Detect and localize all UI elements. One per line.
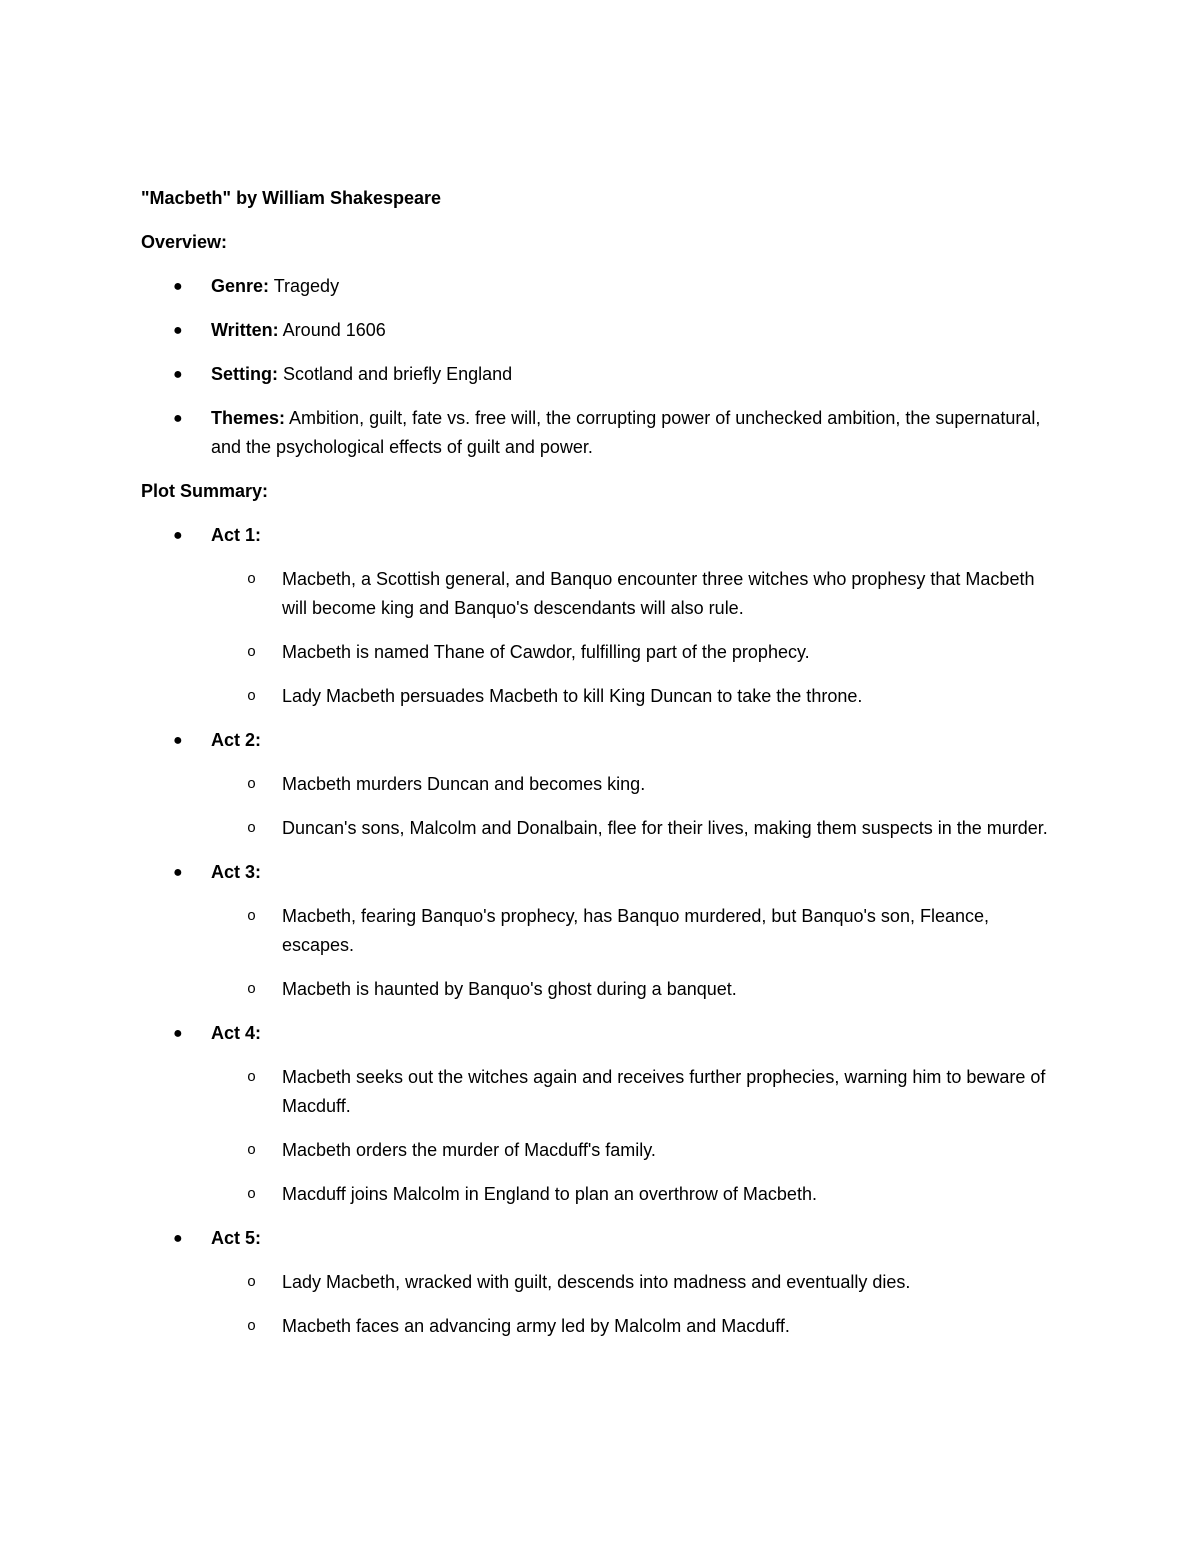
act-event bbox=[211, 1180, 1061, 1209]
document-body bbox=[141, 184, 1061, 1356]
overview-label: Themes: bbox=[211, 408, 286, 428]
circle-bullet-icon: o bbox=[247, 908, 257, 925]
circle-bullet-icon: o bbox=[247, 776, 257, 793]
overview-value: Scotland and briefly England bbox=[278, 364, 513, 384]
act-events-list bbox=[211, 770, 1061, 843]
act-event bbox=[211, 565, 1061, 623]
act-event-text: Macbeth murders Duncan and becomes king. bbox=[282, 774, 646, 794]
document-title: "Macbeth" by William Shakespeare bbox=[141, 188, 442, 208]
circle-bullet-icon: o bbox=[247, 571, 257, 588]
act-item-5 bbox=[141, 1224, 1061, 1341]
act-label: Act 1: bbox=[211, 525, 262, 545]
act-event-text: Macbeth faces an advancing army led by Malcolm and Macduff. bbox=[282, 1316, 790, 1336]
circle-bullet-icon: o bbox=[247, 1186, 257, 1203]
act-label: Act 5: bbox=[211, 1228, 262, 1248]
act-event bbox=[211, 902, 1061, 960]
bullet-icon: ● bbox=[173, 410, 183, 427]
bullet-icon: ● bbox=[173, 1230, 183, 1247]
act-label: Act 3: bbox=[211, 862, 262, 882]
overview-item-written bbox=[141, 316, 1061, 345]
circle-bullet-icon: o bbox=[247, 644, 257, 661]
overview-label: Setting: bbox=[211, 364, 278, 384]
act-item-2 bbox=[141, 726, 1061, 843]
act-event bbox=[211, 814, 1061, 843]
act-item-4 bbox=[141, 1019, 1061, 1209]
overview-value: Tragedy bbox=[269, 276, 340, 296]
bullet-icon: ● bbox=[173, 864, 183, 881]
act-event-text: Lady Macbeth persuades Macbeth to kill King Duncan to take the throne. bbox=[282, 686, 863, 706]
overview-item-genre bbox=[141, 272, 1061, 301]
act-event-text: Macbeth orders the murder of Macduff's family. bbox=[282, 1140, 656, 1160]
act-events-list bbox=[211, 1268, 1061, 1341]
bullet-icon: ● bbox=[173, 1025, 183, 1042]
act-label: Act 4: bbox=[211, 1023, 262, 1043]
act-event-text: Macbeth is named Thane of Cawdor, fulfilling part of the prophecy. bbox=[282, 642, 810, 662]
act-events-list bbox=[211, 902, 1061, 1004]
overview-item-setting bbox=[141, 360, 1061, 389]
overview-value: Around 1606 bbox=[278, 320, 386, 340]
plot-summary-heading: Plot Summary: bbox=[141, 481, 269, 501]
circle-bullet-icon: o bbox=[247, 1142, 257, 1159]
circle-bullet-icon: o bbox=[247, 1069, 257, 1086]
overview-value: Ambition, guilt, fate vs. free will, the corrupting power of unchecked ambition, the supernatural, and the psychological effects of guilt and power. bbox=[211, 408, 1041, 457]
circle-bullet-icon: o bbox=[247, 981, 257, 998]
acts-list bbox=[141, 521, 1061, 1341]
act-event bbox=[211, 770, 1061, 799]
act-event bbox=[211, 1136, 1061, 1165]
act-events-list bbox=[211, 565, 1061, 711]
overview-heading: Overview: bbox=[141, 232, 228, 252]
overview-list bbox=[141, 272, 1061, 462]
bullet-icon: ● bbox=[173, 732, 183, 749]
act-event-text: Macbeth is haunted by Banquo's ghost during a banquet. bbox=[282, 979, 737, 999]
act-item-3 bbox=[141, 858, 1061, 1004]
bullet-icon: ● bbox=[173, 322, 183, 339]
overview-item-themes bbox=[141, 404, 1061, 462]
act-event bbox=[211, 1268, 1061, 1297]
overview-label: Written: bbox=[211, 320, 279, 340]
circle-bullet-icon: o bbox=[247, 1274, 257, 1291]
act-item-1 bbox=[141, 521, 1061, 711]
act-event bbox=[211, 1063, 1061, 1121]
act-event-text: Duncan's sons, Malcolm and Donalbain, flee for their lives, making them suspects in the murder. bbox=[282, 818, 1048, 838]
bullet-icon: ● bbox=[173, 278, 183, 295]
act-event bbox=[211, 975, 1061, 1004]
act-event-text: Macbeth seeks out the witches again and receives further prophecies, warning him to beware of Macduff. bbox=[282, 1067, 1046, 1116]
bullet-icon: ● bbox=[173, 527, 183, 544]
act-event-text: Macbeth, a Scottish general, and Banquo encounter three witches who prophesy that Macbeth will become king and Banquo's descendants will also rule. bbox=[282, 569, 1035, 618]
bullet-icon: ● bbox=[173, 366, 183, 383]
circle-bullet-icon: o bbox=[247, 1318, 257, 1335]
act-event bbox=[211, 682, 1061, 711]
circle-bullet-icon: o bbox=[247, 688, 257, 705]
act-events-list bbox=[211, 1063, 1061, 1209]
act-event-text: Lady Macbeth, wracked with guilt, descends into madness and eventually dies. bbox=[282, 1272, 911, 1292]
act-event-text: Macduff joins Malcolm in England to plan an overthrow of Macbeth. bbox=[282, 1184, 817, 1204]
act-event bbox=[211, 1312, 1061, 1341]
act-event-text: Macbeth, fearing Banquo's prophecy, has Banquo murdered, but Banquo's son, Fleance, escapes. bbox=[282, 906, 989, 955]
overview-label: Genre: bbox=[211, 276, 270, 296]
act-event bbox=[211, 638, 1061, 667]
circle-bullet-icon: o bbox=[247, 820, 257, 837]
act-label: Act 2: bbox=[211, 730, 262, 750]
